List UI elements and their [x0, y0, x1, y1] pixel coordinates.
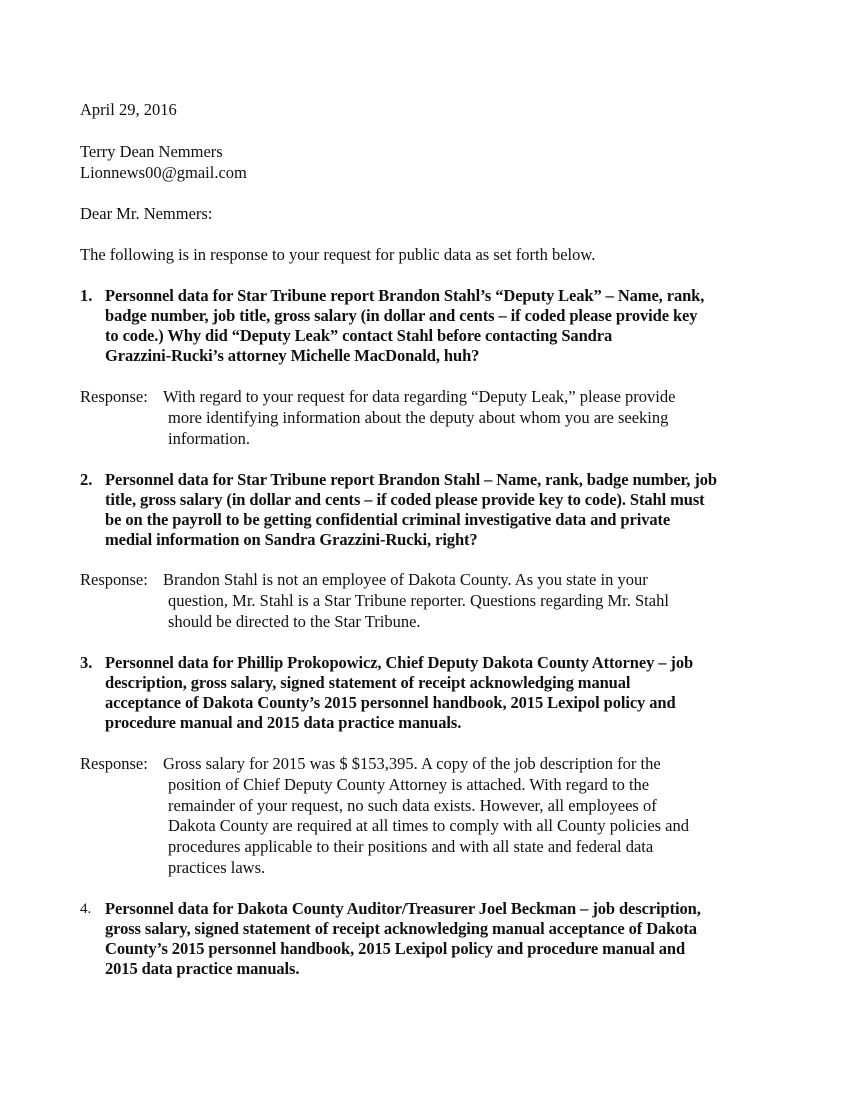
request-number: 3.	[80, 653, 93, 672]
response-label: Response:	[80, 570, 148, 589]
request-item-4	[80, 899, 771, 979]
recipient-email: Lionnews00@gmail.com	[80, 162, 247, 182]
request-text: Personnel data for Dakota County Auditor/Treasurer Joel Beckman – job description, gross salary, signed statement of receipt acknowledging manual acceptance of Dakota County’s 2015 personnel handbook, 2015 Lexipol policy and procedure manual and 2015 data practice manuals.	[105, 899, 701, 978]
request-number: 4.	[80, 901, 92, 917]
response-text: With regard to your request for data regarding “Deputy Leak,” please provide more identifying information about the deputy about whom you are seeking information.	[163, 387, 676, 448]
request-text: Personnel data for Star Tribune report Brandon Stahl – Name, rank, badge number, job title, gross salary (in dollar and cents – if coded please provide key to code). Stahl must be on the payroll to be getting confidential criminal investigative data and private medial information on Sandra Grazzini-Rucki, right?	[105, 470, 717, 549]
request-text: Personnel data for Star Tribune report Brandon Stahl’s “Deputy Leak” – Name, rank, badge number, job title, gross salary (in dollar and cents – if coded please provide key to code.) Why did “Deputy Leak” contact Stahl before contacting Sandra Grazzini-Rucki’s attorney Michelle MacDonald, huh?	[105, 286, 705, 365]
request-number: 2.	[80, 470, 93, 489]
intro-paragraph: The following is in response to your request for public data as set forth below.	[80, 245, 596, 264]
request-item-1	[80, 286, 771, 366]
recipient-block	[80, 142, 771, 183]
salutation: Dear Mr. Nemmers:	[80, 204, 213, 223]
response-label: Response:	[80, 387, 148, 406]
response-text: Gross salary for 2015 was $ $153,395. A copy of the job description for the position of Chief Deputy County Attorney is attached. With regard to the remainder of your request, no such data exists. However, all employees of Dakota County are required at all times to comply with all County policies and procedures applicable to their positions and with all state and federal data practices laws.	[163, 754, 690, 877]
response-item-2	[80, 570, 771, 632]
request-item-2	[80, 470, 771, 550]
letter-date: April 29, 2016	[80, 100, 177, 119]
response-label: Response:	[80, 754, 148, 773]
request-item-3	[80, 653, 771, 733]
response-item-1	[80, 387, 771, 449]
recipient-name: Terry Dean Nemmers	[80, 142, 223, 161]
request-text: Personnel data for Phillip Prokopowicz, Chief Deputy Dakota County Attorney – job description, gross salary, signed statement of receipt acknowledging manual acceptance of Dakota County’s 2015 personnel handbook, 2015 Lexipol policy and procedure manual and 2015 data practice manuals.	[105, 653, 694, 732]
request-number: 1.	[80, 286, 93, 305]
response-text: Brandon Stahl is not an employee of Dakota County. As you state in your question, Mr. Stahl is a Star Tribune reporter. Questions regarding Mr. Stahl should be directed to the Star Tribune.	[163, 570, 669, 631]
response-item-3	[80, 754, 771, 879]
